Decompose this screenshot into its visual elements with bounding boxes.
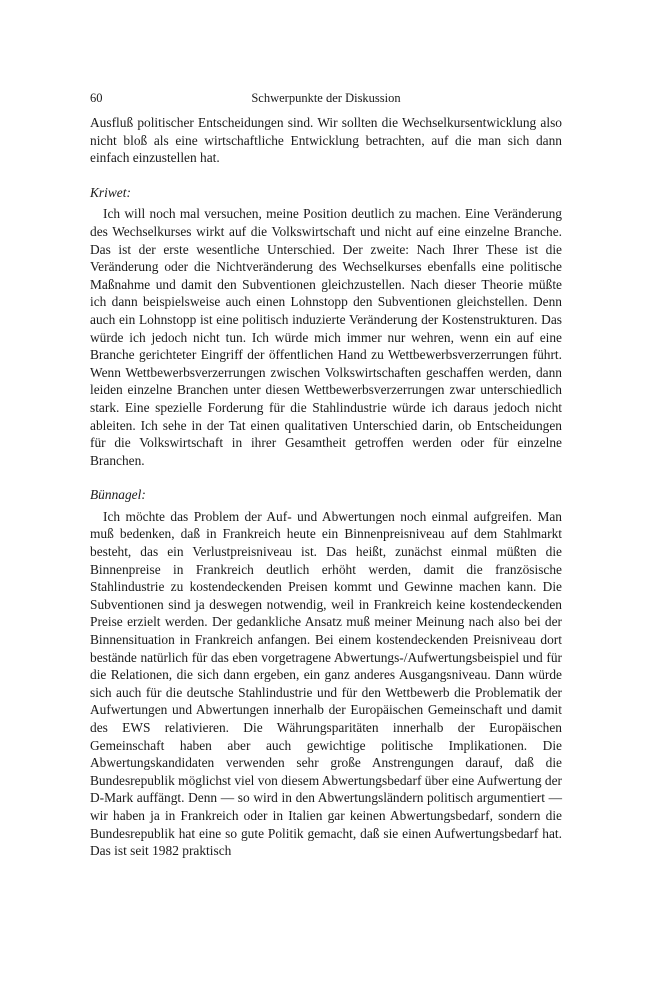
paragraph-buennagel: Ich möchte das Problem der Auf- und Abwertungen noch einmal aufgreifen. Man muß bedenken, daß in Frankreich heute ein Binnenpreisniveau auf dem Stahlmarkt besteht, das ein Verlustpreisniveau ist. Das heißt, zunächst einmal müßten die Binnenpreise in Frankreich deutlich erhöht werden, damit die französische Stahlindustrie zu kostendeckenden Preisen kommt und Gewinne machen kann. Die Subventionen sind ja deswegen notwendig, weil in Frankreich keine kostendeckenden Preise erzielt werden. Der gedankliche Ansatz muß meiner Meinung nach also bei der Binnensituation in Frankreich anfangen. Bei einem kostendeckenden Preisniveau dort bestände natürlich für das eben vorgetragene Abwertungs-/Aufwertungsbeispiel und für die Relationen, die sich dann ergeben, ein ganz anderes Ausgangsniveau. Dann würde sich auch für die deutsche Stahlindustrie und für den Wettbewerb die Problematik der Aufwertungen und Abwertungen innerhalb der Europäischen Gemeinschaft und damit des EWS relativieren. Die Währungsparitäten innerhalb der Europäischen Gemeinschaft haben aber auch gewichtige politische Implikationen. Die Abwertungskandidaten verwenden sehr große Anstrengungen darauf, daß die Bundesrepublik möglichst viel von diesem Abwertungsbedarf über eine Aufwertung der D-Mark auffängt. Denn — so wird in den Abwertungsländern politisch argumentiert — wir haben ja in Frankreich oder in Italien gar keinen Abwertungsbedarf, sondern die Bundesrepublik hat eine so gute Politik gemacht, daß sie einen Aufwertungsbedarf hat. Das ist seit 1982 praktisch xyxy=(90,508,562,859)
running-title: Schwerpunkte der Diskussion xyxy=(251,91,401,105)
speaker-kriwet: Kriwet: xyxy=(90,184,131,200)
speaker-buennagel: Bünnagel: xyxy=(90,487,146,503)
running-head xyxy=(90,88,562,108)
body-text xyxy=(90,114,562,860)
book-page xyxy=(90,88,562,860)
paragraph-kriwet: Ich will noch mal versuchen, meine Position deutlich zu machen. Eine Veränderung des Wechselkurses wirkt auf die Volkswirtschaft und nicht auf eine einzelne Branche. Das ist der erste wesentliche Unterschied. Der zweite: Nach Ihrer These ist die Veränderung oder die Nichtveränderung des Wechselkurses ebenfalls eine politische Maßnahme und damit den Subventionen gleichzustellen. Nach dieser Theorie müßte ich dann beispielsweise auch einen Lohnstopp den Subventionen gleichstellen. Denn auch ein Lohnstopp ist eine politisch induzierte Veränderung der Kostenstrukturen. Das würde ich jedoch nicht tun. Ich würde mich immer nur wehren, wenn ein auf eine Branche gerichteter Eingriff der öffentlichen Hand zu Wettbewerbsverzerrungen führt. Wenn Wettbewerbsverzerrungen zwischen Volkswirtschaften geschaffen werden, dann leiden einzelne Branchen unter diesen Wettbewerbsverzerrungen zwar unterschiedlich stark. Eine spezielle Forderung für die Stahlindustrie würde ich daraus jedoch nicht ableiten. Ich sehe in der Tat einen qualitativen Unterschied darin, ob Entscheidungen für die Volkswirtschaft in ihrer Gesamtheit getroffen werden oder für einzelne Branchen. xyxy=(90,206,562,468)
paragraph-continuation: Ausfluß politischer Entscheidungen sind. Wir sollten die Wechselkursentwicklung also nicht bloß als eine wirtschaftliche Entwicklung betrachten, auf die man sich dann einfach einzustellen hat. xyxy=(90,115,562,166)
page-number: 60 xyxy=(90,91,103,105)
